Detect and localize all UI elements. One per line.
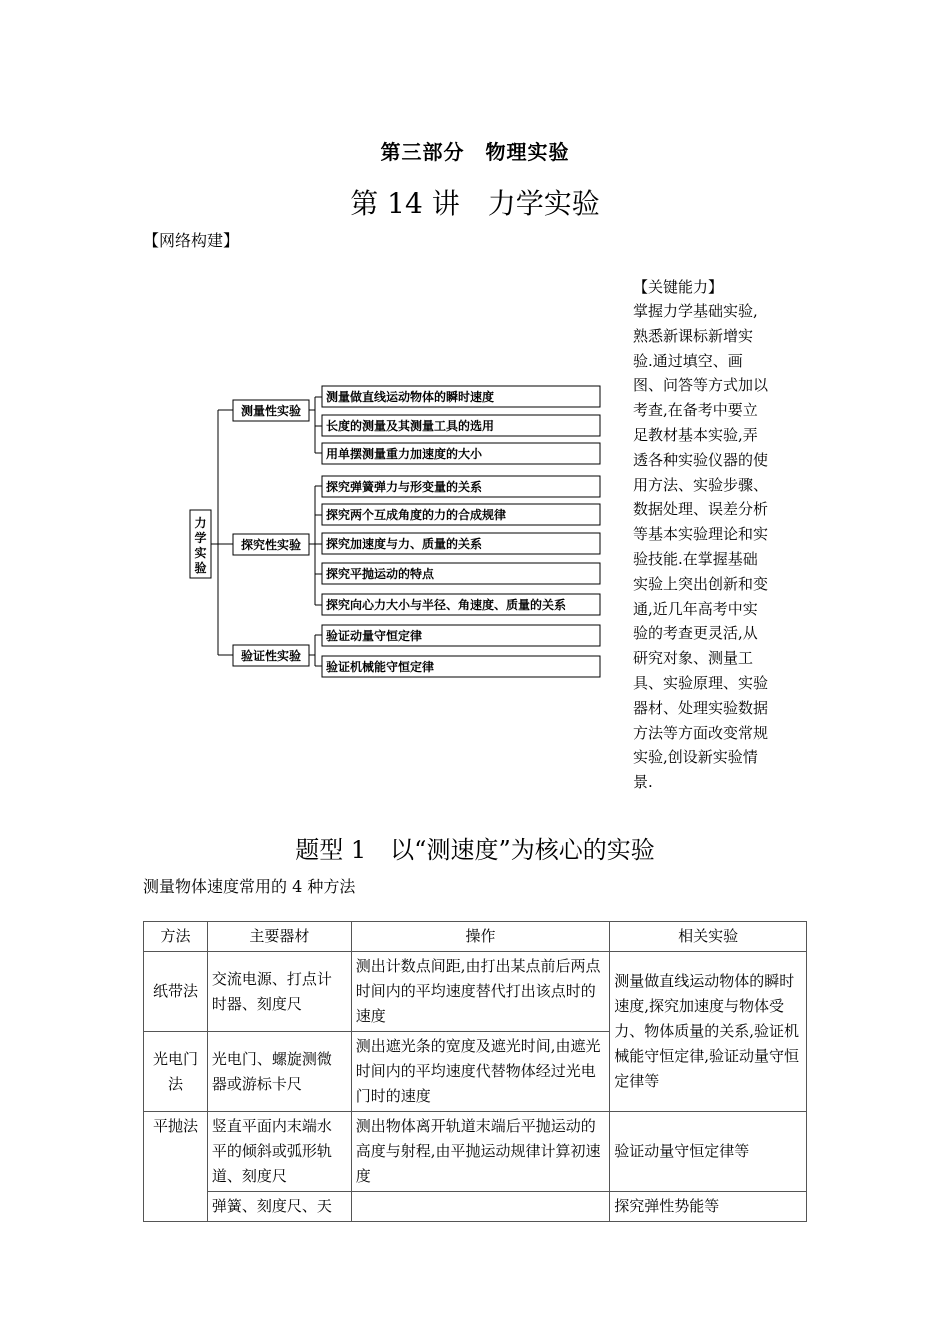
- key-ability-line: 方法等方面改变常规: [633, 723, 769, 742]
- methods-intro: 测量物体速度常用的 4 种方法: [143, 877, 356, 896]
- key-ability-text: [633, 299, 781, 795]
- diagram-leaf: [322, 386, 600, 407]
- key-ability-line: 熟悉新课标新增实: [633, 326, 754, 345]
- diagram-leaf: [322, 504, 600, 525]
- diagram-leaf: [322, 443, 600, 464]
- type-1-title: 题型 1 以“测速度”为核心的实验: [295, 836, 655, 864]
- key-ability-line: 验的考查更灵活,从: [633, 624, 758, 643]
- key-ability-line: 验.通过填空、画: [633, 351, 743, 370]
- table-row: [144, 952, 807, 1032]
- key-ability-line: 景.: [633, 773, 653, 792]
- related-cell: 探究弹性势能等: [610, 1192, 807, 1222]
- diagram-leaf: [322, 533, 600, 554]
- key-ability-line: 用方法、实验步骤、: [633, 475, 769, 494]
- key-ability-line: 考查,在备考中要立: [633, 401, 758, 420]
- svg-text:验证性实验: 验证性实验: [240, 649, 302, 663]
- equipment-cell: 弹簧、刻度尺、天: [207, 1192, 351, 1222]
- diagram-root-char: 验: [194, 561, 207, 575]
- diagram-branch-exploration: [233, 534, 309, 555]
- header-related: 相关实验: [610, 922, 807, 952]
- key-ability-line: 具、实验原理、实验: [633, 673, 769, 692]
- svg-text:探究弹簧弹力与形变量的关系: 探究弹簧弹力与形变量的关系: [326, 480, 483, 494]
- section-label: 【网络构建】: [143, 231, 240, 250]
- table-row: [144, 1112, 807, 1192]
- diagram-root-char: 学: [194, 531, 207, 545]
- diagram-root: [190, 510, 211, 578]
- operation-cell: 测出计数点间距,由打出某点前后两点时间内的平均速度替代打出该点时的速度: [351, 952, 610, 1032]
- operation-cell: [351, 1192, 610, 1222]
- table-header-row: [144, 922, 807, 952]
- svg-text:测量做直线运动物体的瞬时速度: 测量做直线运动物体的瞬时速度: [326, 390, 495, 404]
- method-cell: 纸带法: [144, 952, 208, 1032]
- svg-text:探究两个互成角度的力的合成规律: 探究两个互成角度的力的合成规律: [326, 508, 507, 522]
- operation-cell: 测出物体离开轨道末端后平抛运动的高度与射程,由平抛运动规律计算初速度: [351, 1112, 610, 1192]
- key-ability-line: 实验上突出创新和变: [633, 574, 769, 593]
- key-ability-line: 研究对象、测量工: [633, 649, 754, 668]
- svg-text:探究向心力大小与半径、角速度、质量的关系: 探究向心力大小与半径、角速度、质量的关系: [326, 598, 567, 612]
- speed-methods-table: [143, 921, 807, 1222]
- method-cell: 光电门法: [144, 1032, 208, 1112]
- header-method: 方法: [144, 922, 208, 952]
- diagram-branch-measurement: [233, 400, 309, 421]
- svg-text:测量性实验: 测量性实验: [240, 404, 302, 418]
- key-ability-line: 等基本实验理论和实: [633, 525, 769, 544]
- related-cell: 测量做直线运动物体的瞬时速度,探究加速度与物体受力、物体质量的关系,验证机械能守恒定律,验证动量守恒定律等: [610, 952, 807, 1112]
- diagram-leaf: [322, 415, 600, 436]
- operation-cell: 测出遮光条的宽度及遮光时间,由遮光时间内的平均速度代替物体经过光电门时的速度: [351, 1032, 610, 1112]
- header-equipment: 主要器材: [207, 922, 351, 952]
- header-operation: 操作: [351, 922, 610, 952]
- key-ability-line: 掌握力学基础实验,: [633, 302, 758, 320]
- table-row: [144, 1192, 807, 1222]
- svg-text:探究平抛运动的特点: 探究平抛运动的特点: [326, 567, 435, 581]
- diagram-leaf: [322, 656, 600, 677]
- key-ability-line: 实验,创设新实验情: [633, 748, 758, 767]
- part-title: 第三部分 物理实验: [380, 140, 570, 164]
- lecture-title: 第 14 讲 力学实验: [350, 187, 600, 220]
- svg-text:探究加速度与力、质量的关系: 探究加速度与力、质量的关系: [326, 537, 483, 551]
- svg-text:验证动量守恒定律: 验证动量守恒定律: [326, 629, 423, 643]
- diagram-leaf: [322, 625, 600, 646]
- svg-text:长度的测量及其测量工具的选用: 长度的测量及其测量工具的选用: [326, 419, 495, 433]
- key-ability-line: 通,近几年高考中实: [633, 599, 758, 618]
- diagram-root-char: 力: [194, 516, 207, 530]
- diagram-leaf: [322, 594, 600, 615]
- equipment-cell: 光电门、螺旋测微器或游标卡尺: [207, 1032, 351, 1112]
- equipment-cell: 交流电源、打点计时器、刻度尺: [207, 952, 351, 1032]
- key-ability-line: 验技能.在掌握基础: [633, 549, 758, 568]
- diagram-root-char: 实: [194, 546, 207, 560]
- related-cell: 验证动量守恒定律等: [610, 1112, 807, 1192]
- equipment-cell: 竖直平面内末端水平的倾斜或弧形轨道、刻度尺: [207, 1112, 351, 1192]
- key-ability-line: 图、问答等方式加以: [633, 376, 769, 395]
- diagram-leaf: [322, 563, 600, 584]
- key-ability-heading: 【关键能力】: [633, 278, 724, 296]
- method-cell: 平抛法: [144, 1112, 208, 1222]
- experiment-tree-diagram: [185, 380, 610, 685]
- key-ability-line: 数据处理、误差分析: [633, 500, 769, 519]
- key-ability-line: 器材、处理实验数据: [633, 698, 769, 717]
- key-ability-line: 足教材基本实验,弄: [633, 425, 758, 444]
- svg-text:探究性实验: 探究性实验: [240, 538, 302, 552]
- key-ability-line: 透各种实验仪器的使: [633, 450, 769, 469]
- diagram-branch-verification: [233, 645, 309, 666]
- svg-text:用单摆测量重力加速度的大小: 用单摆测量重力加速度的大小: [326, 447, 483, 461]
- diagram-leaf: [322, 476, 600, 497]
- svg-text:验证机械能守恒定律: 验证机械能守恒定律: [326, 660, 435, 674]
